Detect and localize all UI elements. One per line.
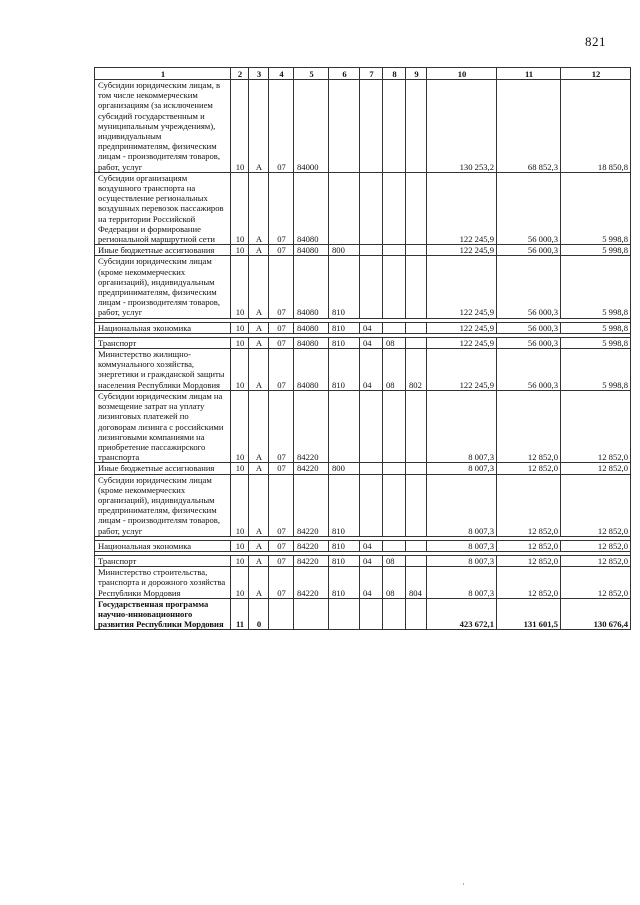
- row-cell-c8: [383, 80, 406, 173]
- row-cell-c10: 8 007,3: [427, 390, 497, 462]
- row-cell-c4: 07: [269, 474, 294, 536]
- column-header-3: 3: [249, 68, 269, 80]
- row-cell-c7: [360, 80, 383, 173]
- row-cell-c6: 800: [329, 245, 360, 256]
- row-cell-c4: 07: [269, 322, 294, 333]
- row-cell-c8: [383, 540, 406, 551]
- row-cell-c8: [383, 474, 406, 536]
- table-row: [95, 567, 631, 599]
- row-cell-c8: 08: [383, 567, 406, 599]
- row-cell-c3: А: [249, 463, 269, 474]
- row-cell-c9: [406, 337, 427, 348]
- row-cell-c2: 10: [231, 256, 249, 318]
- row-cell-c6: [329, 598, 360, 630]
- row-cell-c9: [406, 172, 427, 244]
- row-cell-c2: 10: [231, 80, 249, 173]
- row-cell-c5: 84220: [294, 463, 329, 474]
- row-cell-c12: 5 998,8: [561, 349, 631, 391]
- row-cell-c7: [360, 598, 383, 630]
- row-cell-c11: 12 852,0: [497, 463, 561, 474]
- row-cell-c2: 10: [231, 172, 249, 244]
- row-name-cell: Субсидии юридическим лицам, в том числе некоммерческим организациям (за исключением субсидий государственным и муниципальным учреждениям), индивидуальным предпринимателям, физическим лицам - производителям товаров, работ, услуг: [95, 80, 231, 173]
- row-cell-c12: 12 852,0: [561, 474, 631, 536]
- table-body: [95, 80, 631, 630]
- row-cell-c11: 12 852,0: [497, 567, 561, 599]
- table-row: [95, 474, 631, 536]
- row-cell-c12: 12 852,0: [561, 540, 631, 551]
- row-cell-c6: 810: [329, 540, 360, 551]
- page-number: 821: [585, 34, 606, 49]
- row-cell-c11: 56 000,3: [497, 337, 561, 348]
- row-cell-c4: 07: [269, 172, 294, 244]
- row-cell-c8: [383, 463, 406, 474]
- row-cell-c2: 10: [231, 463, 249, 474]
- row-cell-c6: 810: [329, 322, 360, 333]
- column-header-11: 11: [497, 68, 561, 80]
- row-cell-c4: 07: [269, 540, 294, 551]
- row-cell-c5: 84220: [294, 390, 329, 462]
- row-cell-c5: 84220: [294, 540, 329, 551]
- row-cell-c7: [360, 390, 383, 462]
- row-cell-c5: 84000: [294, 80, 329, 173]
- row-cell-c5: 84220: [294, 474, 329, 536]
- row-cell-c2: 10: [231, 322, 249, 333]
- row-cell-c4: [269, 598, 294, 630]
- row-cell-c7: [360, 172, 383, 244]
- row-cell-c4: 07: [269, 463, 294, 474]
- row-cell-c6: 810: [329, 349, 360, 391]
- column-header-8: 8: [383, 68, 406, 80]
- row-cell-c3: А: [249, 337, 269, 348]
- row-cell-c9: [406, 598, 427, 630]
- row-cell-c3: А: [249, 540, 269, 551]
- row-cell-c5: 84080: [294, 256, 329, 318]
- column-header-12: 12: [561, 68, 631, 80]
- row-cell-c7: [360, 256, 383, 318]
- row-cell-c8: 08: [383, 337, 406, 348]
- table-row: [95, 390, 631, 462]
- row-cell-c10: 122 245,9: [427, 349, 497, 391]
- row-cell-c3: А: [249, 80, 269, 173]
- row-cell-c10: 122 245,9: [427, 322, 497, 333]
- row-cell-c9: [406, 390, 427, 462]
- row-cell-c10: 130 253,2: [427, 80, 497, 173]
- row-cell-c10: 122 245,9: [427, 172, 497, 244]
- row-name-cell: Национальная экономика: [95, 322, 231, 333]
- column-header-6: 6: [329, 68, 360, 80]
- row-cell-c8: [383, 256, 406, 318]
- row-cell-c10: 8 007,3: [427, 474, 497, 536]
- row-cell-c3: А: [249, 349, 269, 391]
- row-name-cell: Субсидии юридическим лицам (кроме некоммерческих организаций), индивидуальным предпринимателям, физическим лицам - производителям товаров, работ, услуг: [95, 256, 231, 318]
- row-cell-c7: [360, 463, 383, 474]
- row-cell-c9: [406, 256, 427, 318]
- row-cell-c6: [329, 390, 360, 462]
- row-cell-c2: 10: [231, 245, 249, 256]
- row-cell-c7: [360, 474, 383, 536]
- row-cell-c9: 802: [406, 349, 427, 391]
- table-row: [95, 80, 631, 173]
- row-cell-c5: 84220: [294, 567, 329, 599]
- row-cell-c8: [383, 322, 406, 333]
- row-cell-c6: 810: [329, 474, 360, 536]
- row-cell-c6: 810: [329, 555, 360, 566]
- table-header-row: [95, 68, 631, 80]
- row-cell-c12: 5 998,8: [561, 256, 631, 318]
- row-name-cell: Иные бюджетные ассигнования: [95, 245, 231, 256]
- row-cell-c7: 04: [360, 322, 383, 333]
- budget-table: [94, 67, 631, 630]
- row-cell-c2: 10: [231, 337, 249, 348]
- row-cell-c12: 12 852,0: [561, 555, 631, 566]
- row-cell-c10: 122 245,9: [427, 256, 497, 318]
- row-name-cell: Транспорт: [95, 337, 231, 348]
- row-cell-c3: А: [249, 555, 269, 566]
- row-cell-c3: А: [249, 390, 269, 462]
- row-cell-c6: 810: [329, 567, 360, 599]
- row-cell-c10: 8 007,3: [427, 555, 497, 566]
- row-cell-c9: [406, 245, 427, 256]
- row-cell-c9: [406, 463, 427, 474]
- row-cell-c2: 10: [231, 567, 249, 599]
- row-cell-c7: 04: [360, 349, 383, 391]
- row-cell-c12: 18 850,8: [561, 80, 631, 173]
- row-cell-c8: [383, 172, 406, 244]
- row-cell-c7: 04: [360, 555, 383, 566]
- row-cell-c12: 5 998,8: [561, 322, 631, 333]
- row-cell-c4: 07: [269, 567, 294, 599]
- row-cell-c3: А: [249, 322, 269, 333]
- row-cell-c10: 122 245,9: [427, 245, 497, 256]
- row-cell-c4: 07: [269, 555, 294, 566]
- row-cell-c3: А: [249, 567, 269, 599]
- row-cell-c5: 84080: [294, 322, 329, 333]
- row-cell-c9: [406, 540, 427, 551]
- scan-mark: ·: [462, 879, 465, 889]
- row-name-cell: Министерство жилищно-коммунального хозяйства, энергетики и гражданской защиты населения Республики Мордовия: [95, 349, 231, 391]
- row-cell-c11: 56 000,3: [497, 322, 561, 333]
- column-header-2: 2: [231, 68, 249, 80]
- row-cell-c12: 130 676,4: [561, 598, 631, 630]
- row-cell-c5: 84080: [294, 245, 329, 256]
- row-cell-c6: 800: [329, 463, 360, 474]
- row-cell-c10: 122 245,9: [427, 337, 497, 348]
- row-cell-c7: 04: [360, 567, 383, 599]
- table-row: [95, 256, 631, 318]
- row-cell-c7: 04: [360, 337, 383, 348]
- row-cell-c8: [383, 390, 406, 462]
- table-row: [95, 598, 631, 630]
- row-cell-c3: А: [249, 172, 269, 244]
- table-row: [95, 172, 631, 244]
- row-cell-c2: 10: [231, 390, 249, 462]
- row-cell-c8: 08: [383, 555, 406, 566]
- row-cell-c3: А: [249, 474, 269, 536]
- row-name-cell: Субсидии юридическим лицам (кроме некоммерческих организаций), индивидуальным предпринимателям, физическим лицам - производителям товаров, работ, услуг: [95, 474, 231, 536]
- row-cell-c8: 08: [383, 349, 406, 391]
- row-cell-c11: 12 852,0: [497, 474, 561, 536]
- row-cell-c4: 07: [269, 337, 294, 348]
- row-cell-c9: [406, 474, 427, 536]
- row-cell-c11: 56 000,3: [497, 256, 561, 318]
- table-row: [95, 337, 631, 348]
- column-header-5: 5: [294, 68, 329, 80]
- row-cell-c5: 84080: [294, 337, 329, 348]
- row-cell-c6: 810: [329, 337, 360, 348]
- table-row: [95, 540, 631, 551]
- row-name-cell: Субсидии организациям воздушного транспорта на осуществление региональных воздушных перевозок пассажиров на территории Российской Федерации и формирование региональной маршрутной сети: [95, 172, 231, 244]
- row-cell-c12: 12 852,0: [561, 390, 631, 462]
- column-header-9: 9: [406, 68, 427, 80]
- row-cell-c11: 68 852,3: [497, 80, 561, 173]
- row-cell-c9: [406, 80, 427, 173]
- row-cell-c12: 12 852,0: [561, 463, 631, 474]
- row-cell-c3: А: [249, 256, 269, 318]
- row-cell-c9: 804: [406, 567, 427, 599]
- row-cell-c6: [329, 172, 360, 244]
- row-cell-c3: А: [249, 245, 269, 256]
- row-name-cell: Субсидии юридическим лицам на возмещение затрат на уплату лизинговых платежей по договорам лизинга с российскими лизинговыми компаниями на приобретение пассажирского транспорта: [95, 390, 231, 462]
- row-cell-c11: 56 000,3: [497, 245, 561, 256]
- row-cell-c9: [406, 322, 427, 333]
- row-cell-c7: [360, 245, 383, 256]
- row-cell-c11: 12 852,0: [497, 390, 561, 462]
- row-cell-c10: 8 007,3: [427, 463, 497, 474]
- row-cell-c4: 07: [269, 390, 294, 462]
- column-header-4: 4: [269, 68, 294, 80]
- row-cell-c12: 5 998,8: [561, 245, 631, 256]
- row-cell-c6: [329, 80, 360, 173]
- row-name-cell: Министерство строительства, транспорта и дорожного хозяйства Республики Мордовия: [95, 567, 231, 599]
- row-cell-c7: 04: [360, 540, 383, 551]
- row-cell-c5: 84220: [294, 555, 329, 566]
- row-cell-c2: 11: [231, 598, 249, 630]
- row-cell-c8: [383, 598, 406, 630]
- row-cell-c12: 12 852,0: [561, 567, 631, 599]
- row-cell-c4: 07: [269, 80, 294, 173]
- row-cell-c8: [383, 245, 406, 256]
- row-cell-c4: 07: [269, 256, 294, 318]
- column-header-10: 10: [427, 68, 497, 80]
- row-cell-c5: 84080: [294, 349, 329, 391]
- table-row: [95, 322, 631, 333]
- table-row: [95, 349, 631, 391]
- column-header-7: 7: [360, 68, 383, 80]
- row-cell-c11: 12 852,0: [497, 555, 561, 566]
- table-row: [95, 463, 631, 474]
- column-header-1: 1: [95, 68, 231, 80]
- row-name-cell: Иные бюджетные ассигнования: [95, 463, 231, 474]
- row-cell-c2: 10: [231, 540, 249, 551]
- row-cell-c10: 8 007,3: [427, 540, 497, 551]
- row-cell-c2: 10: [231, 555, 249, 566]
- row-cell-c11: 12 852,0: [497, 540, 561, 551]
- row-cell-c2: 10: [231, 474, 249, 536]
- row-cell-c9: [406, 555, 427, 566]
- row-name-cell: Национальная экономика: [95, 540, 231, 551]
- row-cell-c5: [294, 598, 329, 630]
- row-cell-c3: 0: [249, 598, 269, 630]
- row-cell-c11: 56 000,3: [497, 349, 561, 391]
- row-cell-c10: 423 672,1: [427, 598, 497, 630]
- table-row: [95, 555, 631, 566]
- row-cell-c2: 10: [231, 349, 249, 391]
- row-name-cell: Транспорт: [95, 555, 231, 566]
- row-cell-c4: 07: [269, 349, 294, 391]
- row-cell-c10: 8 007,3: [427, 567, 497, 599]
- row-cell-c4: 07: [269, 245, 294, 256]
- row-cell-c12: 5 998,8: [561, 172, 631, 244]
- row-cell-c11: 131 601,5: [497, 598, 561, 630]
- row-cell-c5: 84080: [294, 172, 329, 244]
- row-cell-c6: 810: [329, 256, 360, 318]
- row-name-cell: Государственная программа научно-инновационного развития Республики Мордовия: [95, 598, 231, 630]
- table-row: [95, 245, 631, 256]
- row-cell-c12: 5 998,8: [561, 337, 631, 348]
- row-cell-c11: 56 000,3: [497, 172, 561, 244]
